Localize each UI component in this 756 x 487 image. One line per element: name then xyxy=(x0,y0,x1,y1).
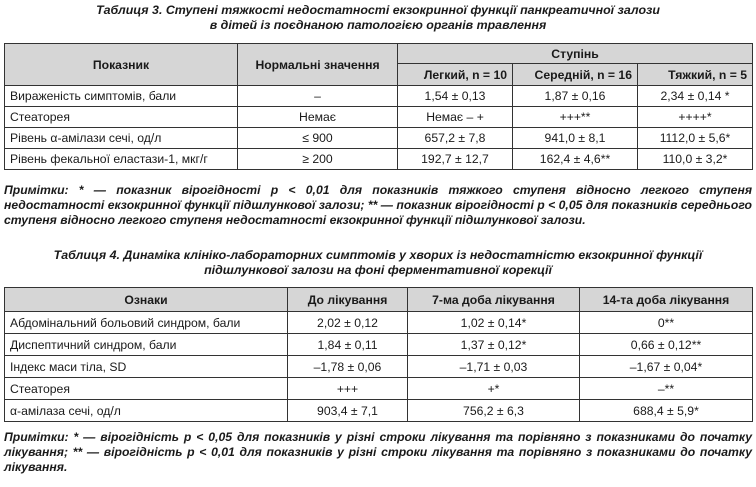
cell-indicator: Вираженість симптомів, бали xyxy=(5,86,238,107)
cell-moderate: 162,4 ± 4,6** xyxy=(513,149,638,170)
cell-indicator: Рівень α-амілази сечі, од/л xyxy=(5,128,238,149)
cell-sign: Індекс маси тіла, SD xyxy=(5,356,288,378)
table4-caption-line2: підшлункової залози на фоні ферментативної корекції xyxy=(204,263,552,277)
cell-normal: – xyxy=(238,86,398,107)
table4 xyxy=(4,287,753,422)
cell-sign: Диспептичний синдром, бали xyxy=(5,334,288,356)
cell-day7: –1,71 ± 0,03 xyxy=(408,356,580,378)
table-row xyxy=(5,400,753,422)
header-day7: 7-ма доба лікування xyxy=(408,288,580,312)
table3 xyxy=(4,43,753,170)
cell-severe: 110,0 ± 3,2* xyxy=(638,149,753,170)
cell-day14: 0,66 ± 0,12** xyxy=(580,334,753,356)
table-row xyxy=(5,334,753,356)
table-row xyxy=(5,312,753,334)
cell-sign: α-амілаза сечі, од/л xyxy=(5,400,288,422)
table4-caption xyxy=(4,248,752,278)
header-signs: Ознаки xyxy=(5,288,288,312)
header-day14: 14-та доба лікування xyxy=(580,288,753,312)
cell-moderate: 941,0 ± 8,1 xyxy=(513,128,638,149)
cell-before: 2,02 ± 0,12 xyxy=(288,312,408,334)
cell-mild: 657,2 ± 7,8 xyxy=(398,128,513,149)
header-mild: Легкий, n = 10 xyxy=(398,64,513,86)
cell-day7: 1,37 ± 0,12* xyxy=(408,334,580,356)
cell-sign: Абдомінальний больовий синдром, бали xyxy=(5,312,288,334)
cell-before: 1,84 ± 0,11 xyxy=(288,334,408,356)
cell-normal: ≤ 900 xyxy=(238,128,398,149)
header-indicator: Показник xyxy=(5,44,238,86)
table-row xyxy=(5,86,753,107)
cell-normal: Немає xyxy=(238,107,398,128)
header-normal: Нормальні значення xyxy=(238,44,398,86)
cell-severe: 2,34 ± 0,14 * xyxy=(638,86,753,107)
cell-mild: 1,54 ± 0,13 xyxy=(398,86,513,107)
cell-day14: 688,4 ± 5,9* xyxy=(580,400,753,422)
cell-before: +++ xyxy=(288,378,408,400)
cell-severe: 1112,0 ± 5,6* xyxy=(638,128,753,149)
cell-indicator: Рівень фекальної еластази-1, мкг/г xyxy=(5,149,238,170)
cell-before: 903,4 ± 7,1 xyxy=(288,400,408,422)
cell-severe: ++++* xyxy=(638,107,753,128)
table3-caption xyxy=(4,3,752,33)
header-before: До лікування xyxy=(288,288,408,312)
table3-caption-line1: Таблиця 3. Ступені тяжкості недостатності екзокринної функції панкреатичної залози xyxy=(96,3,660,17)
cell-normal: ≥ 200 xyxy=(238,149,398,170)
cell-day7: 756,2 ± 6,3 xyxy=(408,400,580,422)
table4-notes: Примітки: * — вірогідність p < 0,05 для показників у різні строки лікування та порівняно з показниками до початку лікування; ** — вірогідність p < 0,01 для показників у різні строки лікування та порівняно з показниками до початку лікування. xyxy=(4,430,752,475)
cell-mild: 192,7 ± 12,7 xyxy=(398,149,513,170)
table3-notes: Примітки: * — показник вірогідності p < 0,01 для показників тяжкого ступеня відносно легкого ступеня недостатності екзокринної функції підшлункової залози; ** — показник вірогідності p < 0,05 для показників середнього ступеня відносно легкого ступеня недостатності екзокринної функції підшлункової залози. xyxy=(4,183,752,228)
cell-indicator: Стеаторея xyxy=(5,107,238,128)
table-row xyxy=(5,107,753,128)
table4-caption-line1: Таблиця 4. Динаміка клініко-лабораторних симптомів у хворих із недостатністю екзокринної функції xyxy=(53,248,703,262)
cell-day7: +* xyxy=(408,378,580,400)
table-row xyxy=(5,378,753,400)
cell-mild: Немає – + xyxy=(398,107,513,128)
header-severe: Тяжкий, n = 5 xyxy=(638,64,753,86)
cell-day14: 0** xyxy=(580,312,753,334)
cell-moderate: 1,87 ± 0,16 xyxy=(513,86,638,107)
header-moderate: Середній, n = 16 xyxy=(513,64,638,86)
table-row xyxy=(5,149,753,170)
table3-caption-line2: в дітей із поєднаною патологією органів травлення xyxy=(209,18,547,32)
cell-day14: –1,67 ± 0,04* xyxy=(580,356,753,378)
table-row xyxy=(5,356,753,378)
header-degree: Ступінь xyxy=(398,44,753,64)
cell-sign: Стеаторея xyxy=(5,378,288,400)
cell-moderate: +++** xyxy=(513,107,638,128)
table-row xyxy=(5,128,753,149)
cell-before: –1,78 ± 0,06 xyxy=(288,356,408,378)
cell-day7: 1,02 ± 0,14* xyxy=(408,312,580,334)
cell-day14: –** xyxy=(580,378,753,400)
